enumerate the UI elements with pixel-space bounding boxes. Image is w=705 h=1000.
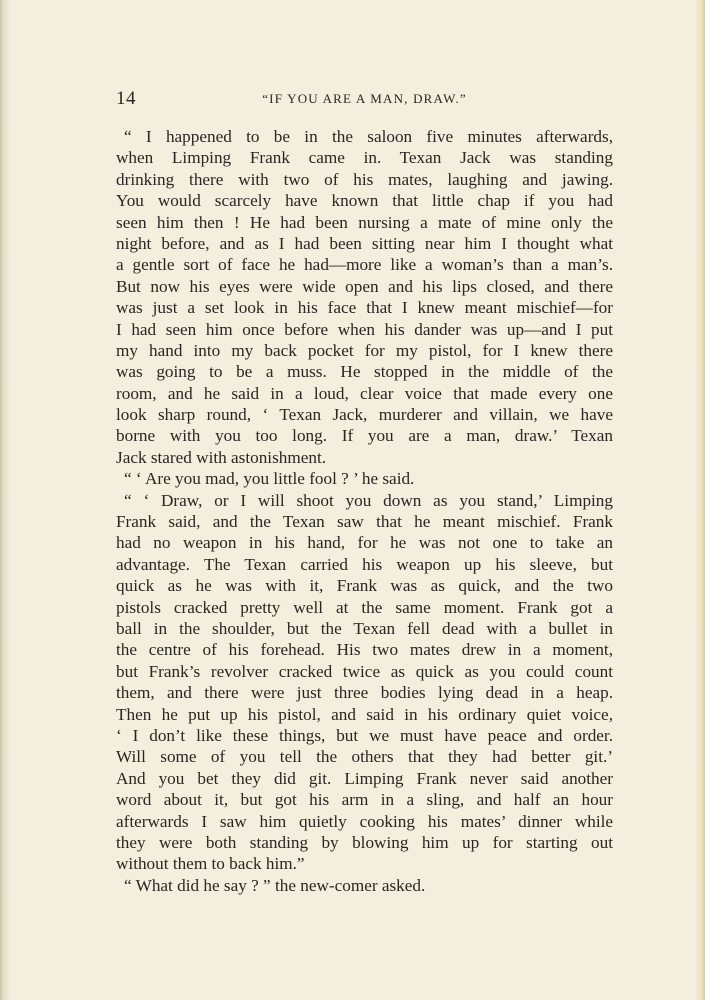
running-title: “IF YOU ARE A MAN, DRAW.” <box>262 91 467 106</box>
text-line: quick as he was with it, Frank was as quick, and the two <box>116 576 613 596</box>
text-line: had no weapon in his hand, for he was not one to take an <box>116 533 613 553</box>
page-right-edge <box>695 0 705 1000</box>
text-line: “ ‘ Draw, or I will shoot you down as you stand,’ Limping <box>124 490 613 510</box>
text-line: night before, and as I had been sitting near him I thought what <box>116 233 613 253</box>
text-line: advantage. The Texan carried his weapon up his sleeve, but <box>116 554 613 574</box>
text-line: seen him then ! He had been nursing a mate of mine only the <box>116 212 613 232</box>
text-line: Frank said, and the Texan saw that he meant mischief. Frank <box>116 512 613 532</box>
text-line: they were both standing by blowing him up for starting out <box>116 832 613 852</box>
text-line: “ ‘ Are you mad, you little fool ? ’ he said. <box>124 469 415 489</box>
text-line: room, and he said in a loud, clear voice that made every one <box>116 383 613 403</box>
text-line: I had seen him once before when his dander was up—and I put <box>116 319 613 339</box>
page-left-edge <box>0 0 10 1000</box>
page-header <box>116 88 613 114</box>
text-line: “ What did he say ? ” the new-comer asked. <box>124 875 426 895</box>
text-line: afterwards I saw him quietly cooking his mates’ dinner while <box>116 811 613 831</box>
text-line: my hand into my back pocket for my pistol, for I knew there <box>116 340 613 360</box>
text-line: the centre of his forehead. His two mates drew in a moment, <box>116 640 613 660</box>
text-line: word about it, but got his arm in a sling, and half an hour <box>116 790 613 810</box>
text-line: ball in the shoulder, but the Texan fell dead with a bullet in <box>116 618 613 638</box>
text-line: was going to be a muss. He stopped in the middle of the <box>116 362 613 382</box>
text-line: And you bet they did git. Limping Frank never said another <box>116 768 613 788</box>
text-line: them, and there were just three bodies lying dead in a heap. <box>116 683 613 703</box>
page-number: 14 <box>116 88 136 109</box>
text-line: Jack stared with astonishment. <box>116 447 327 467</box>
text-line: You would scarcely have known that little chap if you had <box>116 191 613 211</box>
text-line: Then he put up his pistol, and said in his ordinary quiet voice, <box>116 704 613 724</box>
text-line: a gentle sort of face he had—more like a woman’s than a man’s. <box>116 255 613 275</box>
text-line: drinking there with two of his mates, laughing and jawing. <box>116 169 613 189</box>
body-text <box>116 126 613 896</box>
text-line: “ I happened to be in the saloon five minutes afterwards, <box>124 127 613 146</box>
text-line: pistols cracked pretty well at the same moment. Frank got a <box>116 597 613 617</box>
text-line: but Frank’s revolver cracked twice as quick as you could count <box>116 661 613 681</box>
text-line: look sharp round, ‘ Texan Jack, murderer and villain, we have <box>116 405 613 425</box>
text-line: Will some of you tell the others that they had better git.’ <box>116 747 613 767</box>
text-line: borne with you too long. If you are a man, draw.’ Texan <box>116 426 613 446</box>
text-line: when Limping Frank came in. Texan Jack was standing <box>116 148 613 168</box>
text-line: was just a set look in his face that I knew meant mischief—for <box>116 298 613 318</box>
text-line: ‘ I don’t like these things, but we must have peace and order. <box>116 725 613 745</box>
text-line: without them to back him.” <box>116 854 305 874</box>
text-line: But now his eyes were wide open and his lips closed, and there <box>116 276 613 296</box>
